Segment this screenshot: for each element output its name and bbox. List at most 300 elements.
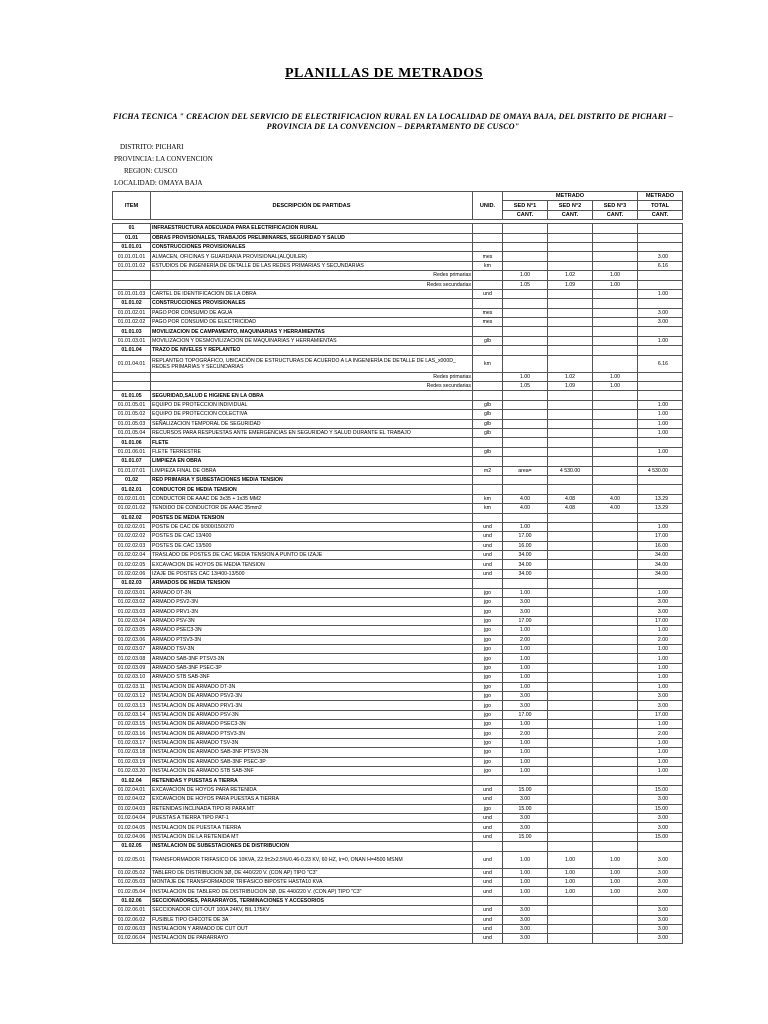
cell-sed1: 3.00 <box>503 924 548 933</box>
cell-unid: und <box>473 551 503 560</box>
cell-descripcion: INSTALACION DE ARMADO STB SAB-3NF <box>151 767 473 776</box>
cell-sed2 <box>548 252 593 261</box>
table-row <box>113 588 683 597</box>
cell-unid: jgo <box>473 710 503 719</box>
cell-total: 2.00 <box>638 729 683 738</box>
cell-descripcion: CONDUCTOR DE AAAC DE 3x35 + 1x35 MM2 <box>151 494 473 503</box>
cell-descripcion: POSTES DE CAC 13/400 <box>151 532 473 541</box>
cell-descripcion: ARMADO DT-3N <box>151 588 473 597</box>
cell-sed2 <box>548 823 593 832</box>
cell-item: 01.01.05.02 <box>113 410 151 419</box>
cell-descripcion: OBRAS PROVISIONALES, TRABAJOS PRELIMINARES, SEGURIDAD Y SALUD <box>151 233 473 242</box>
cell-descripcion: INSTALACION DE SUBESTACIONES DE DISTRIBUCION <box>151 842 473 851</box>
cell-sed2 <box>548 242 593 251</box>
cell-item: 01.02.02.05 <box>113 560 151 569</box>
table-row <box>113 271 683 280</box>
cell-item: 01.02.03.05 <box>113 626 151 635</box>
cell-descripcion: SEGURIDAD,SALUD E HIGIENE EN LA OBRA <box>151 391 473 400</box>
cell-unid: jgo <box>473 616 503 625</box>
cell-descripcion: POSTES DE MEDIA TENSION <box>151 513 473 522</box>
cell-total <box>638 776 683 785</box>
cell-sed2 <box>548 842 593 851</box>
cell-sed1 <box>503 346 548 355</box>
cell-unid: jgo <box>473 738 503 747</box>
cell-item: 01.02.06 <box>113 896 151 905</box>
cell-sed1: 1.00 <box>503 851 548 868</box>
table-row <box>113 504 683 513</box>
cell-item: 01.02.05.01 <box>113 851 151 868</box>
cell-sed1: 3.00 <box>503 607 548 616</box>
cell-total <box>638 372 683 381</box>
cell-item: 01.02.03.09 <box>113 663 151 672</box>
cell-sed1: 1.00 <box>503 757 548 766</box>
cell-sed3 <box>593 832 638 841</box>
cell-sed1 <box>503 475 548 484</box>
cell-sed2 <box>548 532 593 541</box>
location-provincia: PROVINCIA: LA CONVENCION <box>114 155 213 163</box>
cell-sed3 <box>593 355 638 372</box>
table-row <box>113 336 683 345</box>
cell-unid: und <box>473 915 503 924</box>
cell-sed2 <box>548 560 593 569</box>
table-row <box>113 494 683 503</box>
cell-descripcion: EXCAVACION DE HOYOS PARA PUESTAS A TIERRA <box>151 795 473 804</box>
cell-sed2 <box>548 757 593 766</box>
cell-total: 3.00 <box>638 823 683 832</box>
cell-sed1: 15.00 <box>503 804 548 813</box>
cell-descripcion: TRAZO DE NIVELES Y REPLANTEO <box>151 346 473 355</box>
cell-unid: jgo <box>473 626 503 635</box>
cell-item: 01.02.04.02 <box>113 795 151 804</box>
cell-unid: glb <box>473 400 503 409</box>
cell-descripcion: ARMADO SAB-3NF PSEC-3P <box>151 663 473 672</box>
cell-unid <box>473 233 503 242</box>
cell-sed3 <box>593 428 638 437</box>
cell-total: 1.00 <box>638 447 683 456</box>
cell-unid: km <box>473 504 503 513</box>
table-row <box>113 814 683 823</box>
table-row <box>113 654 683 663</box>
cell-item <box>113 280 151 289</box>
cell-unid: und <box>473 560 503 569</box>
cell-sed2 <box>548 598 593 607</box>
cell-total: 3.00 <box>638 924 683 933</box>
cell-descripcion: SECCIONADOR CUT-OUT 100A 24KV, BIL 175KV <box>151 906 473 915</box>
cell-unid <box>473 579 503 588</box>
cell-unid: und <box>473 785 503 794</box>
cell-descripcion: MOVILIZACION Y DESMOVILIZACION DE MAQUINARIAS Y HERRAMIENTAS <box>151 336 473 345</box>
cell-total <box>638 346 683 355</box>
cell-total: 3.00 <box>638 887 683 896</box>
cell-sed2 <box>548 710 593 719</box>
cell-sed2 <box>548 485 593 494</box>
cell-sed2 <box>548 607 593 616</box>
cell-total: 3.00 <box>638 934 683 943</box>
cell-total: 1.00 <box>638 748 683 757</box>
cell-descripcion: RECURSOS PARA RESPUESTAS ANTE EMERGENCIAS EN SEGURIDAD Y SALUD DURANTE EL TRABAJO <box>151 428 473 437</box>
cell-total: 17.00 <box>638 532 683 541</box>
header-sed1: SED N°1 <box>503 201 548 210</box>
cell-unid: und <box>473 541 503 550</box>
cell-unid: mes <box>473 252 503 261</box>
cell-unid: jgo <box>473 663 503 672</box>
table-row <box>113 475 683 484</box>
cell-sed2 <box>548 579 593 588</box>
cell-sed2: 4.08 <box>548 494 593 503</box>
cell-item <box>113 382 151 391</box>
cell-descripcion: RETENIDAS Y PUESTAS A TIERRA <box>151 776 473 785</box>
cell-descripcion: INSTALACION DE ARMADO SAB-3NF PTSV3-3N <box>151 748 473 757</box>
cell-item: 01.02.04.04 <box>113 814 151 823</box>
cell-sed3 <box>593 644 638 653</box>
table-row <box>113 626 683 635</box>
cell-sed3 <box>593 720 638 729</box>
table-row <box>113 644 683 653</box>
cell-sed3 <box>593 635 638 644</box>
cell-total: 2.00 <box>638 635 683 644</box>
cell-sed3 <box>593 457 638 466</box>
cell-unid <box>473 776 503 785</box>
cell-sed2 <box>548 438 593 447</box>
cell-total: 3.00 <box>638 814 683 823</box>
table-row <box>113 887 683 896</box>
table-row <box>113 868 683 877</box>
cell-sed2 <box>548 906 593 915</box>
cell-sed2 <box>548 720 593 729</box>
cell-sed1: 1.00 <box>503 626 548 635</box>
cell-sed2 <box>548 391 593 400</box>
cell-sed1: 4.00 <box>503 494 548 503</box>
header-unid: UNID. <box>473 192 503 220</box>
cell-sed3 <box>593 400 638 409</box>
cell-sed3 <box>593 224 638 233</box>
cell-sed3 <box>593 419 638 428</box>
cell-sed1 <box>503 513 548 522</box>
cell-sed3 <box>593 318 638 327</box>
cell-total: 1.00 <box>638 654 683 663</box>
cell-item: 01.02.03.11 <box>113 682 151 691</box>
cell-sed1 <box>503 438 548 447</box>
cell-unid: und <box>473 832 503 841</box>
cell-sed1 <box>503 410 548 419</box>
cell-total <box>638 382 683 391</box>
cell-total: 1.00 <box>638 720 683 729</box>
cell-sed2 <box>548 400 593 409</box>
cell-unid: mes <box>473 308 503 317</box>
cell-descripcion: Redes primarias <box>151 271 473 280</box>
cell-sed1: 34.00 <box>503 551 548 560</box>
table-row <box>113 242 683 251</box>
cell-sed3: 1.00 <box>593 271 638 280</box>
cell-item: 01.01.02.01 <box>113 308 151 317</box>
cell-unid: und <box>473 522 503 531</box>
cell-total: 15.00 <box>638 832 683 841</box>
cell-item: 01.01.03 <box>113 327 151 336</box>
table-row <box>113 579 683 588</box>
cell-item: 01.01.04.01 <box>113 355 151 372</box>
cell-sed3 <box>593 532 638 541</box>
cell-item: 01.01.01.03 <box>113 289 151 298</box>
cell-total: 1.00 <box>638 626 683 635</box>
table-row <box>113 428 683 437</box>
cell-sed3 <box>593 522 638 531</box>
cell-unid: und <box>473 877 503 886</box>
cell-sed2 <box>548 475 593 484</box>
cell-unid <box>473 896 503 905</box>
cell-descripcion: ARMADO PSEC3-3N <box>151 626 473 635</box>
location-distrito: DISTRITO: PICHARI <box>120 143 184 151</box>
cell-unid: und <box>473 887 503 896</box>
header-cant-3: CANT. <box>593 210 638 219</box>
cell-sed3 <box>593 701 638 710</box>
cell-sed2 <box>548 513 593 522</box>
cell-sed3 <box>593 795 638 804</box>
cell-descripcion: INSTALACION DE TABLERO DE DISTRIBUCION 3Ø, DE 440/220 V. (CON AP) TIPO "C3" <box>151 887 473 896</box>
cell-sed2 <box>548 289 593 298</box>
cell-total <box>638 224 683 233</box>
cell-sed1: 1.00 <box>503 588 548 597</box>
cell-unid: jgo <box>473 673 503 682</box>
table-row <box>113 682 683 691</box>
cell-descripcion: EQUIPO DE PROTECCION COLECTIVA <box>151 410 473 419</box>
cell-total: 34.00 <box>638 551 683 560</box>
cell-sed3 <box>593 842 638 851</box>
cell-sed2 <box>548 701 593 710</box>
location-region: REGION: CUSCO <box>124 167 178 175</box>
table-row <box>113 410 683 419</box>
cell-total: 1.00 <box>638 767 683 776</box>
cell-sed1 <box>503 224 548 233</box>
cell-total <box>638 457 683 466</box>
table-row <box>113 419 683 428</box>
cell-sed3 <box>593 466 638 475</box>
cell-sed1 <box>503 233 548 242</box>
cell-sed3 <box>593 823 638 832</box>
header-metrado-total-2: TOTAL <box>638 201 683 210</box>
cell-total: 13.29 <box>638 494 683 503</box>
cell-item: 01.02.03.16 <box>113 729 151 738</box>
table-row <box>113 532 683 541</box>
table-row <box>113 776 683 785</box>
cell-sed3 <box>593 896 638 905</box>
cell-unid <box>473 391 503 400</box>
cell-sed2: 1.00 <box>548 868 593 877</box>
cell-sed1: 2.00 <box>503 729 548 738</box>
table-row <box>113 289 683 298</box>
cell-item: 01.02.06.04 <box>113 934 151 943</box>
cell-sed3 <box>593 663 638 672</box>
cell-sed2 <box>548 748 593 757</box>
cell-total: 3.00 <box>638 691 683 700</box>
cell-descripcion: ARMADO PSV-3N <box>151 616 473 625</box>
cell-sed3 <box>593 710 638 719</box>
cell-unid: und <box>473 868 503 877</box>
cell-sed2: 1.02 <box>548 372 593 381</box>
cell-sed2 <box>548 832 593 841</box>
cell-descripcion: INSTALACION DE PUESTA A TIERRA <box>151 823 473 832</box>
table-row <box>113 318 683 327</box>
cell-sed2: 1.00 <box>548 851 593 868</box>
cell-sed1 <box>503 447 548 456</box>
cell-total: 1.00 <box>638 588 683 597</box>
cell-sed1 <box>503 457 548 466</box>
cell-descripcion: TENDIDO DE CONDUCTOR DE AAAC 35mm2 <box>151 504 473 513</box>
cell-sed1: 3.00 <box>503 934 548 943</box>
cell-descripcion: CONSTRUCCIONES PROVISIONALES <box>151 299 473 308</box>
cell-sed1: 1.00 <box>503 372 548 381</box>
cell-sed2 <box>548 419 593 428</box>
cell-sed3 <box>593 391 638 400</box>
cell-total <box>638 513 683 522</box>
cell-sed1: 16.00 <box>503 541 548 550</box>
header-cant-1: CANT. <box>503 210 548 219</box>
header-metrado: METRADO <box>503 192 638 201</box>
cell-item: 01.01.04 <box>113 346 151 355</box>
cell-sed2 <box>548 308 593 317</box>
page-title: PLANILLAS DE METRADOS <box>285 66 483 81</box>
location-localidad: LOCALIDAD: OMAYA BAJA <box>114 179 203 187</box>
cell-unid: jgo <box>473 598 503 607</box>
cell-total: 3.00 <box>638 701 683 710</box>
cell-descripcion: ALMACEN, OFICINAS Y GUARDANIA PROVISIONAL(ALQUILER) <box>151 252 473 261</box>
header-sed3: SED N°3 <box>593 201 638 210</box>
table-row <box>113 701 683 710</box>
cell-sed1: 2.00 <box>503 635 548 644</box>
cell-total: 1.00 <box>638 410 683 419</box>
cell-item: 01.02.03.14 <box>113 710 151 719</box>
table-row <box>113 896 683 905</box>
cell-sed3 <box>593 289 638 298</box>
cell-item: 01.02.02 <box>113 513 151 522</box>
cell-descripcion: Redes secundarias <box>151 280 473 289</box>
cell-sed1: 1.00 <box>503 673 548 682</box>
cell-item: 01 <box>113 224 151 233</box>
cell-sed2 <box>548 457 593 466</box>
cell-total <box>638 485 683 494</box>
cell-total <box>638 299 683 308</box>
cell-sed3 <box>593 410 638 419</box>
cell-item <box>113 271 151 280</box>
cell-total: 34.00 <box>638 569 683 578</box>
cell-item: 01.02.03.20 <box>113 767 151 776</box>
cell-total: 3.00 <box>638 877 683 886</box>
table-row <box>113 663 683 672</box>
cell-sed2 <box>548 729 593 738</box>
cell-total: 3.00 <box>638 906 683 915</box>
cell-sed2 <box>548 299 593 308</box>
cell-descripcion: ARMADOS DE MEDIA TENSION <box>151 579 473 588</box>
cell-item: 01.01.05.01 <box>113 400 151 409</box>
cell-sed2 <box>548 804 593 813</box>
cell-unid: glb <box>473 419 503 428</box>
cell-sed2 <box>548 934 593 943</box>
cell-descripcion: POSTE DE CAC DE 9/300/150/270 <box>151 522 473 531</box>
cell-sed1: 1.00 <box>503 663 548 672</box>
cell-descripcion: INSTALACION DE ARMADO TSV-3N <box>151 738 473 747</box>
cell-sed1: 3.00 <box>503 814 548 823</box>
table-row <box>113 729 683 738</box>
cell-sed2 <box>548 814 593 823</box>
cell-item: 01.02.04.06 <box>113 832 151 841</box>
cell-sed2: 1.00 <box>548 877 593 886</box>
cell-item: 01.02.04.05 <box>113 823 151 832</box>
cell-total: 1.00 <box>638 673 683 682</box>
cell-item: 01.02.06.02 <box>113 915 151 924</box>
cell-total: 15.00 <box>638 785 683 794</box>
cell-sed3 <box>593 729 638 738</box>
cell-descripcion: INSTALACION DE LA RETENIDA MT <box>151 832 473 841</box>
cell-item: 01.02.05.02 <box>113 868 151 877</box>
cell-sed3 <box>593 485 638 494</box>
cell-total <box>638 842 683 851</box>
cell-sed1 <box>503 400 548 409</box>
cell-sed3 <box>593 654 638 663</box>
cell-unid: glb <box>473 447 503 456</box>
cell-sed2 <box>548 915 593 924</box>
cell-sed3 <box>593 551 638 560</box>
cell-sed3 <box>593 616 638 625</box>
cell-unid: jgo <box>473 804 503 813</box>
cell-sed2 <box>548 635 593 644</box>
cell-sed2 <box>548 541 593 550</box>
cell-total <box>638 579 683 588</box>
cell-sed3 <box>593 738 638 747</box>
cell-sed2 <box>548 588 593 597</box>
cell-unid: m2 <box>473 466 503 475</box>
cell-sed2 <box>548 522 593 531</box>
table-row <box>113 551 683 560</box>
cell-sed2: 4.08 <box>548 504 593 513</box>
cell-unid: jgo <box>473 748 503 757</box>
cell-sed3 <box>593 924 638 933</box>
cell-item: 01.02.03.19 <box>113 757 151 766</box>
table-row <box>113 308 683 317</box>
cell-sed3: 1.00 <box>593 887 638 896</box>
table-row <box>113 757 683 766</box>
cell-sed1 <box>503 776 548 785</box>
cell-item: 01.02.04 <box>113 776 151 785</box>
table-row <box>113 934 683 943</box>
cell-total: 15.00 <box>638 804 683 813</box>
cell-item: 01.02.04.01 <box>113 785 151 794</box>
cell-sed2 <box>548 616 593 625</box>
cell-item: 01.02.05.03 <box>113 877 151 886</box>
cell-descripcion: INSTALACION DE ARMADO SAB-3NF PSEC-3P <box>151 757 473 766</box>
table-body <box>113 224 683 944</box>
cell-sed1 <box>503 261 548 270</box>
cell-unid: mes <box>473 318 503 327</box>
table-row <box>113 346 683 355</box>
cell-total: 3.00 <box>638 318 683 327</box>
cell-sed1: 1.00 <box>503 748 548 757</box>
cell-descripcion: LIMPIEZA FINAL DE OBRA <box>151 466 473 475</box>
table-row <box>113 767 683 776</box>
cell-item: 01.02.03.18 <box>113 748 151 757</box>
cell-unid: glb <box>473 428 503 437</box>
cell-sed1: area= <box>503 466 548 475</box>
table-row <box>113 299 683 308</box>
cell-unid: und <box>473 823 503 832</box>
cell-total: 1.00 <box>638 522 683 531</box>
cell-sed3 <box>593 673 638 682</box>
cell-item: 01.02.01.02 <box>113 504 151 513</box>
cell-sed1 <box>503 419 548 428</box>
cell-sed3 <box>593 252 638 261</box>
cell-sed3: 1.00 <box>593 877 638 886</box>
cell-unid <box>473 842 503 851</box>
cell-descripcion: EXCAVACION DE HOYOS PARA RETENIDA <box>151 785 473 794</box>
table-row <box>113 280 683 289</box>
